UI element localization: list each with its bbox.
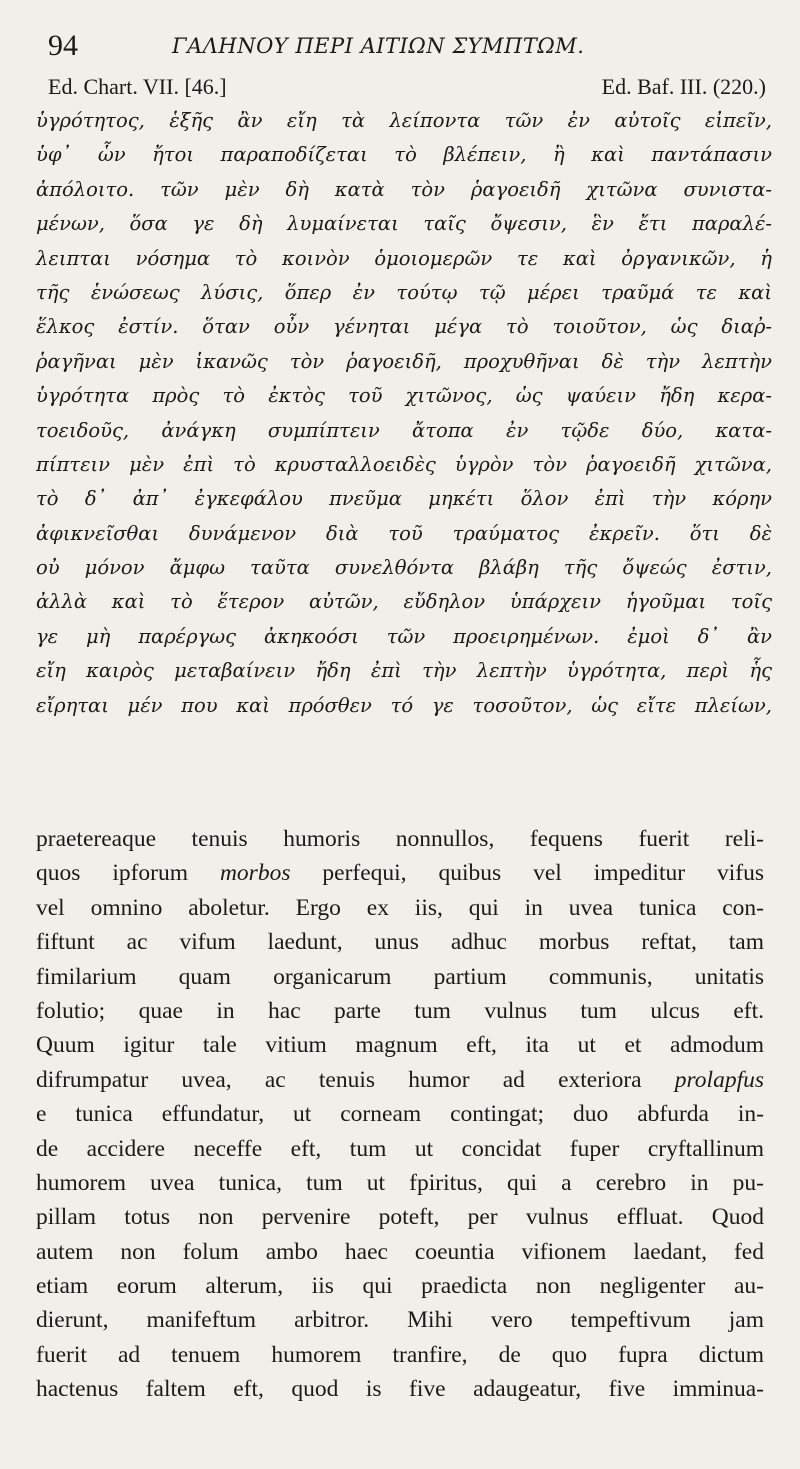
greek-text-line: τὸ δ᾽ ἀπ᾽ ἐγκεφάλου πνεῦμα μηκέτι ὅλον ἐπὶ τὴν κόρην: [36, 487, 772, 511]
greek-text-line: ἀπόλοιτο. τῶν μὲν δὴ κατὰ τὸν ῥαγοειδῆ χιτῶνα συνιστα-: [36, 177, 772, 201]
latin-text-line: folutio; quae in hac parte tum vulnus tum ulcus eft.: [36, 997, 764, 1024]
greek-text-line: ὑγρότητα πρὸς τὸ ἐκτὸς τοῦ χιτῶνος, ὡς ψαύειν ἤδη κερα-: [36, 384, 772, 408]
latin-text-line: praetereaque tenuis humoris nonnullos, fequens fuerit reli-: [36, 826, 764, 852]
latin-text-line: fuerit ad tenuem humorem tranfire, de quo fupra dictum: [36, 1341, 764, 1368]
latin-text-line: e tunica effundatur, ut corneam contingat; duo abfurda in-: [36, 1101, 764, 1128]
greek-text-line: λειπται νόσημα τὸ κοινὸν ὁμοιομερῶν τε καὶ ὀργανικῶν, ἡ: [36, 246, 772, 270]
latin-text-line: fimilarium quam organicarum partium communis, unitatis: [36, 963, 764, 990]
latin-text-line: etiam eorum alterum, iis qui praedicta non negligenter au-: [36, 1273, 764, 1300]
greek-text-line: οὐ μόνον ἄμφω ταῦτα συνελθόντα βλάβη τῆς ὄψεώς ἐστιν,: [36, 556, 772, 580]
running-head: [40, 26, 766, 66]
greek-text-line: τοειδοῦς, ἀνάγκη συμπίπτειν ἄτοπα ἐν τῷδε δύο, κατα-: [36, 418, 772, 442]
latin-text-line: autem non folum ambo haec coeuntia vifionem laedant, fed: [36, 1238, 764, 1265]
greek-text-line: εἴρηται μέν που καὶ πρόσθεν τό γε τοσοῦτον, ὡς εἴτε πλείων,: [36, 693, 772, 717]
greek-text-line: ἕλκος ἐστίν. ὅταν οὖν γένηται μέγα τὸ τοιοῦτον, ὡς διαῤ-: [36, 315, 772, 339]
latin-text-block: [36, 822, 764, 1407]
latin-text-line: vel omnino aboletur. Ergo ex iis, qui in uvea tunica con-: [36, 894, 764, 921]
edition-reference-chartier: Ed. Chart. VII. [46.]: [48, 74, 227, 99]
latin-text-line: pillam totus non pervenire poteft, per vulnus effluat. Quod: [36, 1204, 764, 1231]
latin-text-line: quos ipforum morbos perfequi, quibus vel impeditur vifus: [36, 860, 764, 887]
greek-text-block: [36, 104, 772, 723]
greek-text-line: γε μὴ παρέργως ἀκηκοόσι τῶν προειρημένων. ἐμοὶ δ᾽ ἂν: [36, 624, 772, 648]
italic-term: morbos: [219, 860, 291, 887]
greek-text-line: ὑγρότητος, ἑξῆς ἂν εἴη τὰ λείποντα τῶν ἐν αὐτοῖς εἰπεῖν,: [36, 109, 772, 132]
running-title: ΓΑΛΗΝΟΥ ΠΕΡΙ ΑΙΤΙΩΝ ΣΥΜΠΤΩΜ.: [172, 34, 585, 58]
latin-text-line: hactenus faltem eft, quod is five adaugeatur, five imminua-: [36, 1376, 764, 1403]
italic-term: prolapfus: [674, 1066, 764, 1093]
latin-text-line: dierunt, manifeftum arbitror. Mihi vero tempeftivum jam: [36, 1307, 764, 1334]
latin-text-line: de accidere neceffe eft, tum ut concidat fuper cryftallinum: [36, 1135, 764, 1162]
greek-text-line: μένων, ὅσα γε δὴ λυμαίνεται ταῖς ὄψεσιν, ἓν ἔτι παραλέ-: [36, 212, 772, 236]
latin-text-line: humorem uvea tunica, tum ut fpiritus, qui a cerebro in pu-: [36, 1169, 764, 1196]
latin-text-line: difrumpatur uvea, ac tenuis humor ad exteriora prolapfus: [36, 1066, 764, 1093]
greek-text-line: ῥαγῆναι μὲν ἱκανῶς τὸν ῥαγοειδῆ, προχυθῆναι δὲ τὴν λεπτὴν: [36, 349, 772, 373]
edition-reference-basel: Ed. Baf. III. (220.): [601, 74, 766, 99]
greek-text-line: ἀλλὰ καὶ τὸ ἕτερον αὐτῶν, εὔδηλον ὑπάρχειν ἡγοῦμαι τοῖς: [36, 590, 772, 614]
greek-text-line: τῆς ἑνώσεως λύσις, ὅπερ ἐν τούτῳ τῷ μέρει τραῦμά τε καὶ: [36, 280, 772, 304]
latin-text-line: fiftunt ac vifum laedunt, unus adhuc morbus reftat, tam: [36, 929, 764, 956]
page-number: 94: [48, 29, 78, 62]
latin-text-line: Quum igitur tale vitium magnum eft, ita ut et admodum: [36, 1032, 764, 1059]
greek-text-line: πίπτειν μὲν ἐπὶ τὸ κρυσταλλοειδὲς ὑγρὸν τὸν ῥαγοειδῆ χιτῶνα,: [36, 452, 772, 476]
greek-text-line: εἴη καιρὸς μεταβαίνειν ἤδη ἐπὶ τὴν λεπτὴν ὑγρότητα, περὶ ἧς: [36, 659, 772, 683]
greek-text-line: ἀφικνεῖσθαι δυνάμενον διὰ τοῦ τραύματος ἐκρεῖν. ὅτι δὲ: [36, 521, 772, 545]
edition-reference-line: [44, 72, 766, 102]
greek-text-line: ὑφ᾽ ὧν ἤτοι παραποδίζεται τὸ βλέπειν, ἢ καὶ παντάπασιν: [36, 143, 772, 167]
